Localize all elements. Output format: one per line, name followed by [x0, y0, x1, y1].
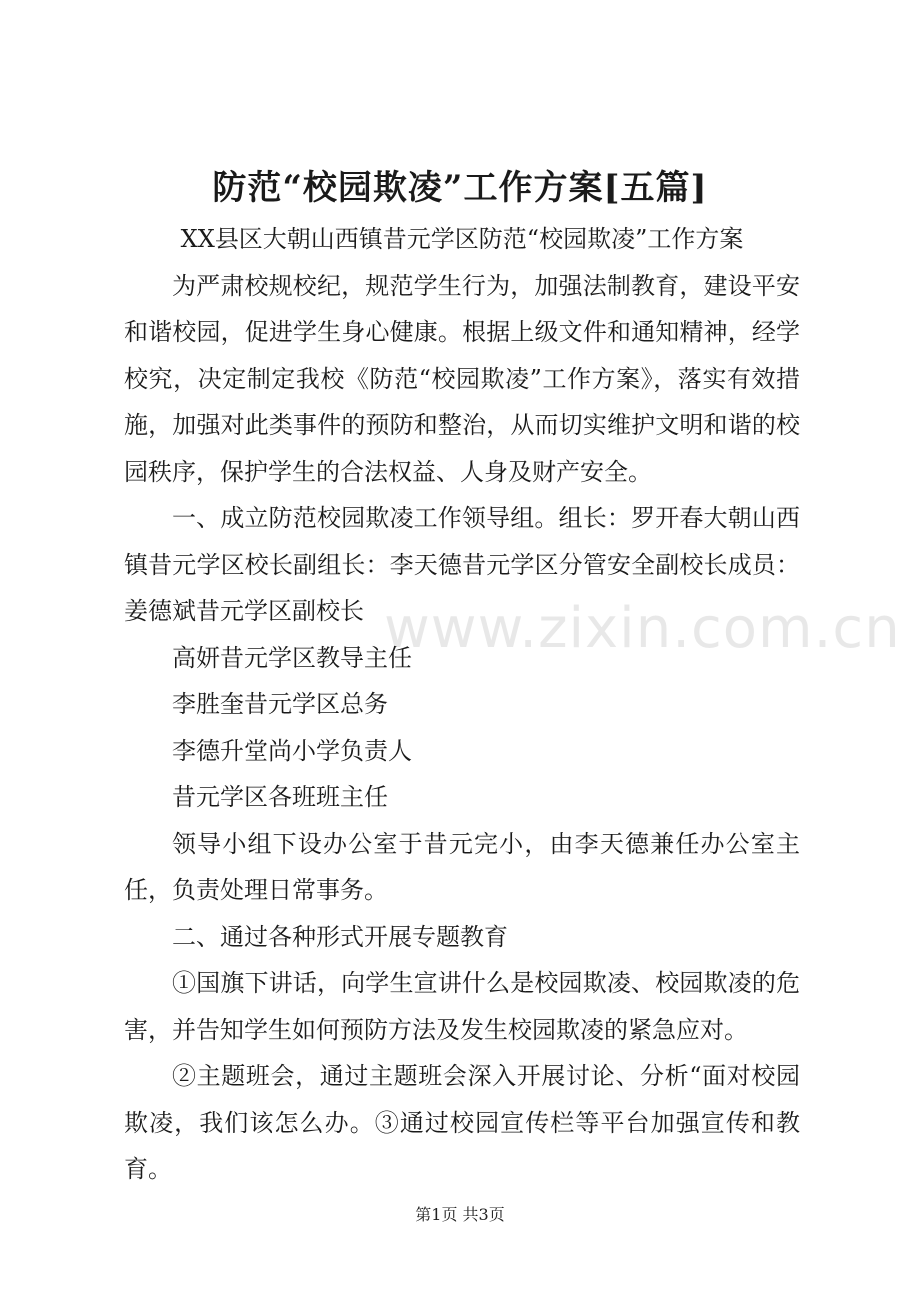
page-footer: 第1页 共3页 — [415, 1205, 505, 1224]
subtitle-paragraph: XX县区大朝山西镇昔元学区防范“校园欺凌”工作方案 — [180, 225, 744, 253]
document-body — [124, 216, 800, 1193]
document-title: 防范“校园欺凌”工作方案[五篇] — [212, 168, 708, 208]
section-one-paragraph: 一、成立防范校园欺凌工作领导组。组长：罗开春大朝山西镇昔元学区校长副组长：李天德昔元学区分管安全副校长成员：姜德斌昔元学区副校长 — [124, 504, 800, 625]
education-item-paragraph: ②主题班会，通过主题班会深入开展讨论、分析“面对校园欺凌，我们该怎么办。③通过校园宣传栏等平台加强宣传和教育。 — [124, 1062, 800, 1183]
watermark: www.zixin.com.cn — [384, 596, 901, 661]
intro-paragraph: 为严肃校规校纪，规范学生行为，加强法制教育，建设平安和谐校园，促进学生身心健康。根据上级文件和通知精神，经学校究，决定制定我校《防范“校园欺凌”工作方案》，落实有效措施，加强对此类事件的预防和整治，从而切实维护文明和谐的校园秩序，保护学生的合法权益、人身及财产安全。 — [124, 271, 800, 486]
member-line: 昔元学区各班班主任 — [172, 783, 388, 811]
education-item-paragraph: ①国旗下讲话，向学生宣讲什么是校园欺凌、校园欺凌的危害，并告知学生如何预防方法及发生校园欺凌的紧急应对。 — [124, 969, 800, 1044]
section-two-heading: 二、通过各种形式开展专题教育 — [172, 922, 508, 951]
member-line: 高妍昔元学区教导主任 — [172, 643, 412, 672]
member-line: 李德升堂尚小学负责人 — [172, 736, 412, 765]
member-line: 李胜奎昔元学区总务 — [172, 690, 388, 718]
office-paragraph: 领导小组下设办公室于昔元完小，由李天德兼任办公室主任，负责处理日常事务。 — [124, 829, 800, 904]
